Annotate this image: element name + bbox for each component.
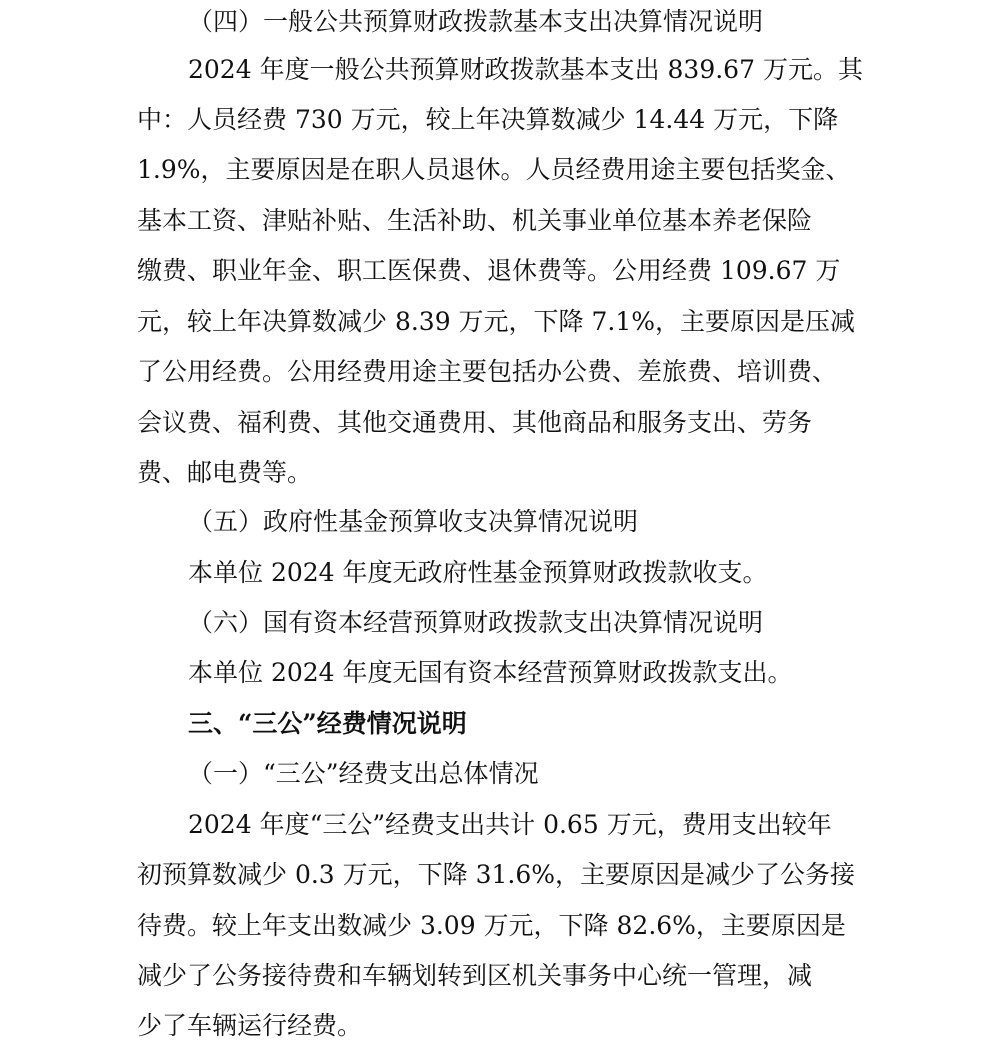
paragraph-line: 中：人员经费 730 万元，较上年决算数减少 14.44 万元，下降: [137, 105, 839, 134]
paragraph-line: 2024 年度“三公”经费支出共计 0.65 万元，费用支出较年: [188, 810, 832, 839]
paragraph-line: 元，较上年决算数减少 8.39 万元，下降 7.1%，主要原因是压减: [137, 307, 856, 336]
paragraph-line: 了公用经费。公用经费用途主要包括办公费、差旅费、培训费、: [137, 357, 838, 386]
paragraph-line: 本单位 2024 年度无国有资本经营预算财政拨款支出。: [188, 658, 793, 687]
paragraph-line: 会议费、福利费、其他交通费用、其他商品和服务支出、劳务: [137, 408, 813, 437]
paragraph-line: 少了车辆运行经费。: [137, 1011, 363, 1040]
paragraph-line: 缴费、职业年金、职工医保费、退休费等。公用经费 109.67 万: [137, 256, 841, 285]
section-heading-6: （六）国有资本经营预算财政拨款支出决算情况说明: [188, 608, 764, 637]
paragraph-line: 2024 年度一般公共预算财政拨款基本支出 839.67 万元。其: [188, 55, 863, 84]
paragraph-line: 待费。较上年支出数减少 3.09 万元，下降 82.6%，主要原因是: [137, 911, 846, 940]
section-heading-3: 三、“三公”经费情况说明: [188, 709, 467, 738]
subsection-heading-1: （一）“三公”经费支出总体情况: [188, 759, 539, 788]
paragraph-line: 费、邮电费等。: [137, 458, 313, 487]
paragraph-line: 1.9%，主要原因是在职人员退休。人员经费用途主要包括奖金、: [137, 155, 851, 184]
section-heading-4: （四）一般公共预算财政拨款基本支出决算情况说明: [188, 7, 764, 36]
section-heading-5: （五）政府性基金预算收支决算情况说明: [188, 507, 639, 536]
paragraph-line: 减少了公务接待费和车辆划转到区机关事务中心统一管理，减: [137, 961, 813, 990]
paragraph-line: 基本工资、津贴补贴、生活补助、机关事业单位基本养老保险: [137, 206, 813, 235]
paragraph-line: 本单位 2024 年度无政府性基金预算财政拨款收支。: [188, 558, 768, 587]
paragraph-line: 初预算数减少 0.3 万元，下降 31.6%，主要原因是减少了公务接: [137, 860, 856, 889]
